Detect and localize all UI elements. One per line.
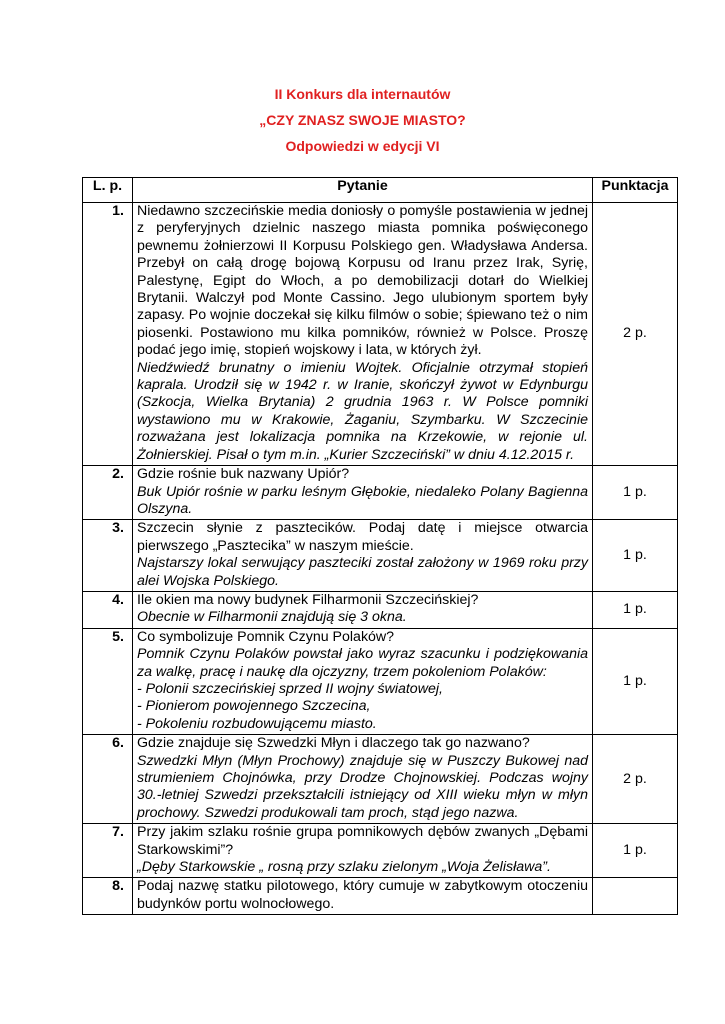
question-cell (133, 466, 593, 520)
points-cell: 1 p. (593, 591, 678, 628)
row-number: 3. (83, 520, 133, 592)
points-cell: 1 p. (593, 520, 678, 592)
question-text: Szczecin słynie z pasztecików. Podaj datę i miejsce otwarcia pierwszego „Pasztecika” w naszym mieście. (137, 520, 588, 554)
question-cell (133, 520, 593, 592)
row-number: 7. (83, 824, 133, 878)
answer-text: Buk Upiór rośnie w parku leśnym Głębokie, niedaleko Polany Bagienna Olszyna. (137, 483, 588, 517)
question-cell (133, 735, 593, 824)
answer-list-item: - Pionierom powojennego Szczecina, (137, 698, 371, 715)
table-row (83, 824, 678, 878)
points-cell: 2 p. (593, 735, 678, 824)
question-cell (133, 591, 593, 628)
answer-list-item: - Pokoleniu rozbudowującemu miasto. (137, 715, 377, 732)
contest-subtitle: „CZY ZNASZ SWOJE MIASTO? (259, 112, 466, 128)
question-text: Ile okien ma nowy budynek Filharmonii Szczecińskiej? (137, 591, 479, 608)
questions-table (82, 177, 678, 915)
points-cell: 1 p. (593, 824, 678, 878)
row-number: 5. (83, 628, 133, 734)
question-cell (133, 878, 593, 915)
question-text: Co symbolizuje Pomnik Czynu Polaków? (137, 628, 395, 645)
table-header-row (83, 178, 678, 203)
answer-list-item: - Polonii szczecińskiej sprzed II wojny światowej, (137, 680, 443, 697)
column-header-question: Pytanie (133, 178, 593, 203)
points-cell (593, 878, 678, 915)
table-row (83, 520, 678, 592)
row-number: 8. (83, 878, 133, 915)
question-text: Przy jakim szlaku rośnie grupa pomnikowych dębów zwanych „Dębami Starkowskimi”? (137, 824, 588, 858)
column-header-number: L. p. (83, 178, 133, 203)
row-number: 2. (83, 466, 133, 520)
answer-text: Pomnik Czynu Polaków powstał jako wyraz szacunku i podziękowania za walkę, pracę i naukę dla ojczyzny, trzem pokoleniom Polaków: (137, 646, 588, 680)
row-number: 4. (83, 591, 133, 628)
answer-text: „Dęby Starkowskie „ rosną przy szlaku zielonym „Woja Żelisława”. (137, 859, 551, 876)
table-row (83, 591, 678, 628)
answer-text: Szwedzki Młyn (Młyn Prochowy) znajduje się w Puszczy Bukowej nad strumieniem Chojnówka, przy Drodze Chojnowskiej. Podczas wojny 30.-letniej Szwedzi przekształcili istniejący od XIII wieku młyn w młyn prochowy. Szwedzi produkowali tam proch, stąd jego nazwa. (137, 752, 588, 821)
question-cell (133, 628, 593, 734)
answer-text: Najstarszy lokal serwujący paszteciki został założony w 1969 roku przy alei Wojska Polskiego. (137, 555, 588, 589)
contest-title: II Konkurs dla internautów (274, 86, 451, 102)
answer-text: Obecnie w Filharmonii znajdują się 3 okna. (137, 609, 407, 626)
points-cell: 1 p. (593, 628, 678, 734)
question-text: Niedawno szczecińskie media doniosły o pomyśle postawienia w jednej z peryferyjnych dzielnic naszego miasta pomnika poświęconego pewnemu żołnierzowi II Korpusu Polskiego gen. Władysława Andersa. Przebył on całą drogę bojową Korpusu od Iranu przez Irak, Syrię, Palestynę, Egipt do Włoch, a po demobilizacji dotarł do Wielkiej Brytanii. Walczył pod Monte Cassino. Jego ulubionym sportem były zapasy. Po wojnie doczekał się kilku filmów o sobie; śpiewano też o nim piosenki. Postawiono mu kilka pomników, również w Polsce. Proszę podać jego imię, stopień wojskowy i lata, w których żył. (137, 203, 588, 359)
table-row (83, 203, 678, 466)
row-number: 6. (83, 735, 133, 824)
table-row (83, 628, 678, 734)
table-row (83, 735, 678, 824)
answer-text: Niedźwiedź brunatny o imieniu Wojtek. Oficjalnie otrzymał stopień kaprala. Urodził się w 1942 r. w Iranie, skończył żywot w Edynburgu (Szkocja, Wielka Brytania) 2 grudnia 1963 r. W Polsce pomniki wystawiono mu w Krakowie, Żaganiu, Szymbarku. W Szczecinie rozważana jest lokalizacja pomnika na Krzekowie, w rejonie ul. Żołnierskiej. Pisał o tym m.in. „Kurier Szczeciński” w dniu 4.12.2015 r. (137, 359, 588, 463)
row-number: 1. (83, 203, 133, 466)
points-cell: 1 p. (593, 466, 678, 520)
table-row (83, 878, 678, 915)
question-text: Gdzie znajduje się Szwedzki Młyn i dlaczego tak go nazwano? (137, 735, 530, 752)
column-header-points: Punktacja (593, 178, 678, 203)
points-cell: 2 p. (593, 203, 678, 466)
question-text: Gdzie rośnie buk nazwany Upiór? (137, 466, 350, 483)
question-cell (133, 824, 593, 878)
table-row (83, 466, 678, 520)
question-text: Podaj nazwę statku pilotowego, który cumuje w zabytkowym otoczeniu budynków portu wolnocłowego. (137, 878, 588, 912)
question-cell (133, 203, 593, 466)
edition-title: Odpowiedzi w edycji VI (285, 138, 440, 154)
